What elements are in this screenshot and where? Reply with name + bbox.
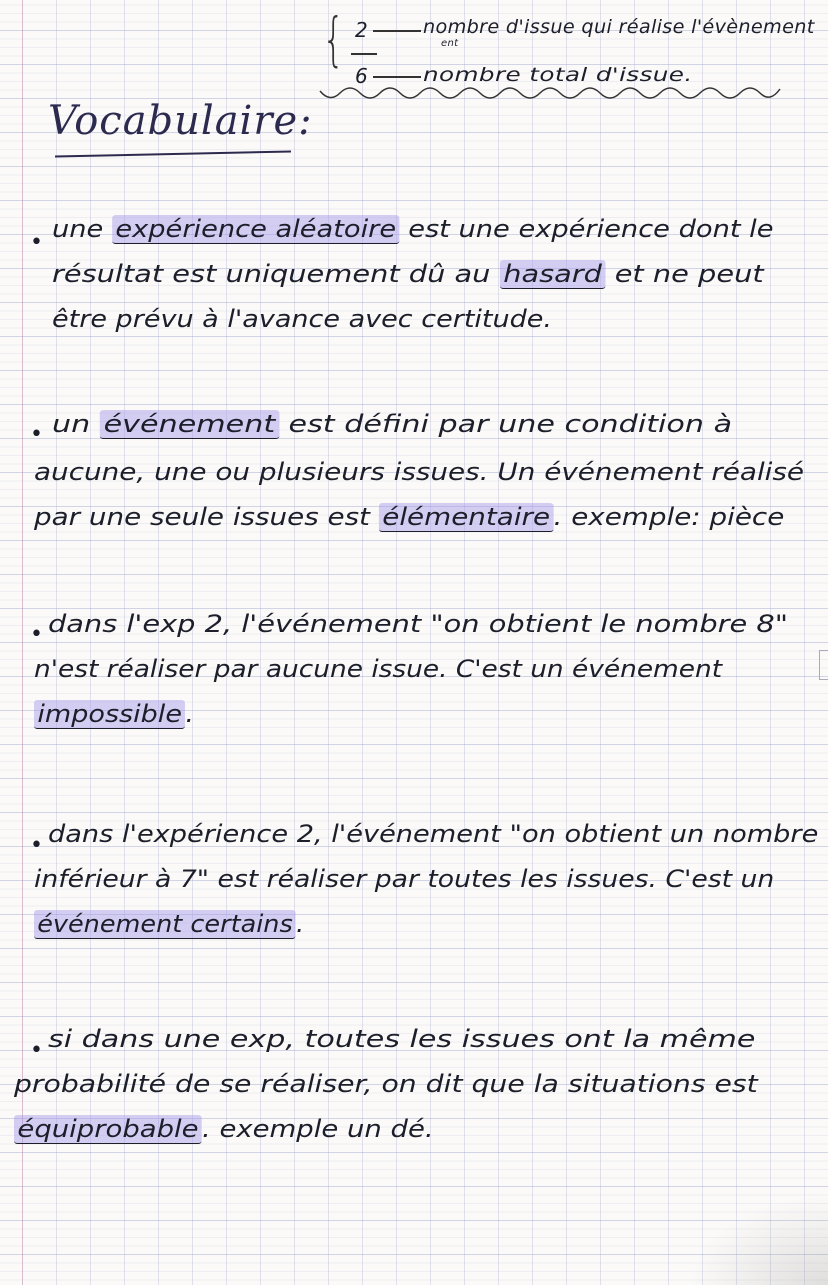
note-line — [48, 820, 818, 848]
note-line — [34, 458, 804, 486]
note-line — [48, 1025, 755, 1053]
note-text: un — [52, 410, 100, 438]
title-underline — [55, 151, 291, 158]
note-text: par une seule issues est — [34, 503, 379, 531]
note-text: dans l'expérience 2, l'événement "on obtient un nombre — [48, 820, 819, 848]
highlighted-term: équiprobable — [14, 1115, 202, 1144]
note-text: résultat est uniquement dû au — [52, 260, 500, 288]
highlighted-term: élémentaire — [379, 503, 554, 532]
note-text: inférieur à 7" est réaliser par toutes les issues. C'est un — [34, 865, 775, 893]
wavy-underline — [318, 85, 798, 111]
note-line — [34, 700, 194, 728]
bullet-point: • — [30, 622, 43, 647]
bullet-point: • — [30, 422, 43, 447]
page-edge-mark — [819, 650, 828, 680]
bullet-point: • — [30, 833, 43, 858]
note-line — [34, 865, 774, 893]
formula-denominator: 6 — [355, 64, 369, 88]
note-text: . — [185, 700, 194, 728]
note-text: probabilité de se réaliser, on dit que la situations est — [14, 1070, 758, 1098]
note-text: . — [295, 910, 305, 938]
note-text: si dans une exp, toutes les issues ont la même — [48, 1025, 756, 1053]
highlighted-term: événement certains — [34, 910, 296, 939]
page-title: Vocabulaire: — [48, 98, 313, 144]
bullet-point: • — [30, 230, 43, 255]
highlighted-term: événement — [100, 410, 279, 439]
note-text: être prévu à l'avance avec certitude. — [52, 305, 553, 333]
denominator-label: nombre total d'issue. — [423, 64, 693, 86]
note-text: et ne peut — [605, 260, 764, 288]
numerator-label: nombre d'issue qui réalise l'évènement — [423, 16, 815, 38]
arrow-denominator — [373, 76, 421, 78]
highlighted-term: expérience aléatoire — [112, 215, 400, 244]
corner-shadow — [688, 1195, 828, 1285]
note-line — [34, 655, 722, 683]
highlighted-term: impossible — [34, 700, 185, 729]
note-text: n'est réaliser par aucune issue. C'est un événement — [34, 655, 723, 683]
note-line — [52, 215, 774, 243]
note-text: . exemple: pièce — [553, 503, 785, 531]
note-line — [34, 910, 304, 938]
note-line — [14, 1115, 434, 1143]
note-text: est une expérience dont le — [399, 215, 774, 243]
note-line — [48, 610, 788, 638]
note-text: dans l'exp 2, l'événement "on obtient le nombre 8" — [48, 610, 788, 638]
arrow-numerator — [373, 30, 421, 32]
formula-numerator: 2 — [355, 18, 369, 42]
note-text: aucune, une ou plusieurs issues. Un événement réalisé — [34, 458, 805, 486]
highlighted-term: hasard — [500, 260, 606, 289]
note-line — [52, 410, 732, 438]
numerator-sublabel: ent — [441, 38, 459, 49]
note-line — [52, 305, 552, 333]
note-line — [34, 503, 784, 531]
left-brace: { — [322, 5, 345, 73]
bullet-point: • — [30, 1038, 43, 1063]
note-text: une — [52, 215, 112, 243]
note-text: est défini par une condition à — [278, 410, 733, 438]
note-line — [14, 1070, 758, 1098]
note-text: . exemple un dé. — [202, 1115, 434, 1143]
note-line — [52, 260, 764, 288]
fraction-bar — [351, 53, 377, 55]
